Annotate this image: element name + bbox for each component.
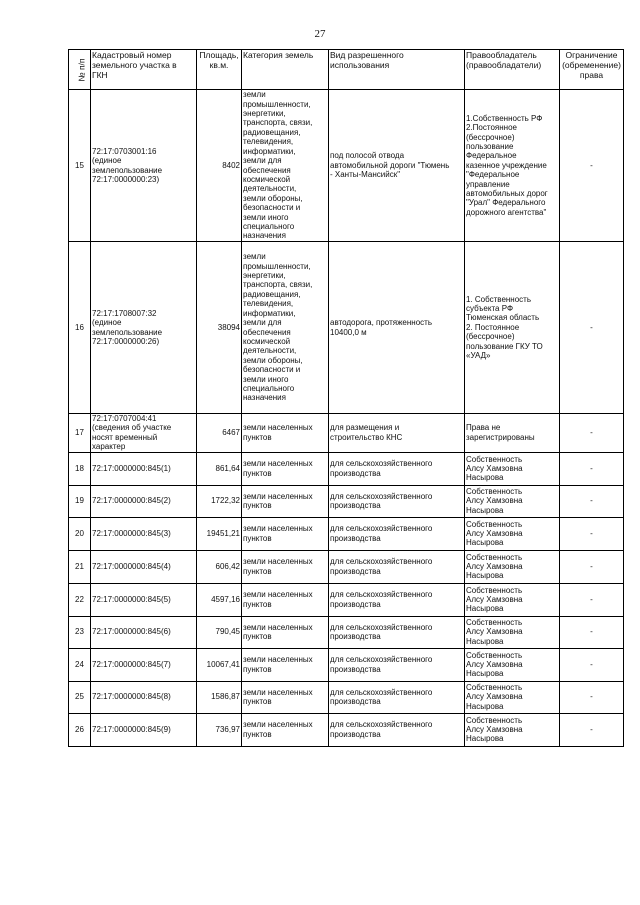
land-category-cell [242, 616, 329, 648]
area-cell: 736,97 [197, 713, 242, 746]
text-line: Собственность [466, 487, 523, 497]
text-line: субъекта РФ [466, 303, 514, 313]
text-line: энергетики, [243, 271, 286, 281]
text-line: земли обороны, [243, 193, 303, 203]
text-line: (сведения об участке [92, 423, 172, 433]
land-category-cell [242, 648, 329, 681]
text-line: 10400,0 м [330, 327, 367, 337]
restriction-cell: - [560, 452, 624, 485]
area-cell: 1586,87 [197, 681, 242, 713]
cadastral-number-cell [91, 648, 197, 681]
text-line: земли населенных [243, 557, 313, 567]
text-line: казенное учреждение [466, 160, 547, 170]
text-line: Собственность [466, 454, 523, 464]
text-line: Насырова [466, 571, 504, 581]
text-line: производства [330, 632, 381, 642]
permitted-use-cell [329, 90, 465, 242]
text-line: Собственность [466, 519, 523, 529]
area-cell: 790,45 [197, 616, 242, 648]
text-line: информатики, [243, 308, 296, 318]
permitted-use-cell [329, 485, 465, 517]
text-line: (правообладатели) [466, 60, 542, 70]
text-line: носят временный [92, 432, 158, 442]
text-line: промышленности, [243, 99, 311, 109]
cadastral-number-cell [91, 583, 197, 616]
right-holder-cell [465, 242, 560, 414]
permitted-use-cell [329, 713, 465, 746]
permitted-use-cell [329, 517, 465, 550]
text-line: для сельскохозяйственного [330, 655, 433, 665]
text-line: земельного участка в [92, 60, 177, 70]
cadastral-number-cell [91, 414, 197, 453]
area-cell: 861,64 [197, 452, 242, 485]
area-cell: 4597,16 [197, 583, 242, 616]
row-number: 19 [69, 485, 91, 517]
text-line: 72:17:0000000:23) [92, 174, 160, 184]
land-category-cell [242, 550, 329, 583]
text-line: 2.Постоянное [466, 123, 517, 133]
area-cell: 6467 [197, 414, 242, 453]
text-line: 72:17:0000000:845(6) [92, 627, 171, 637]
permitted-use-cell [329, 550, 465, 583]
table-row [69, 616, 624, 648]
permitted-use-cell [329, 583, 465, 616]
text-line: 72:17:0000000:26) [92, 336, 160, 346]
text-line: дорожного агентства" [466, 207, 547, 217]
land-category-cell [242, 485, 329, 517]
text-line: 72:17:0000000:845(4) [92, 561, 171, 571]
right-holder-cell [465, 583, 560, 616]
text-line: (единое [92, 156, 122, 166]
text-line: Алсу Хамзовна [466, 659, 523, 669]
text-line: Собственность [466, 585, 523, 595]
text-line: пунктов [243, 664, 272, 674]
row-number: 18 [69, 452, 91, 485]
text-line: права [579, 70, 604, 80]
table-row [69, 648, 624, 681]
text-line: пользование ГКУ ТО [466, 341, 543, 351]
row-number: 15 [69, 90, 91, 242]
text-line: земли [243, 252, 266, 262]
text-line: (обременение) [562, 60, 621, 70]
right-holder-cell [465, 90, 560, 242]
text-line: землепользование [92, 327, 163, 337]
text-line: Кадастровый номер [92, 50, 172, 60]
header-restriction [560, 50, 624, 90]
text-line: Алсу Хамзовна [466, 496, 523, 506]
text-line: 72:17:0000000:845(1) [92, 463, 171, 473]
text-line: Насырова [466, 669, 504, 679]
text-line: производства [330, 468, 381, 478]
text-line: (бессрочное) [466, 332, 515, 342]
cadastral-number-cell [91, 517, 197, 550]
text-line: радиовещания, [243, 127, 301, 137]
text-line: пунктов [243, 632, 272, 642]
text-line: производства [330, 566, 381, 576]
permitted-use-cell [329, 648, 465, 681]
row-number: 21 [69, 550, 91, 583]
text-line: телевидения, [243, 137, 294, 147]
text-line: 1.Собственность РФ [466, 113, 543, 123]
table-row [69, 452, 624, 485]
text-line: "Федеральное [466, 170, 520, 180]
restriction-cell: - [560, 414, 624, 453]
text-line: "Урал" Федерального [466, 198, 546, 208]
text-line: Собственность [466, 618, 523, 628]
cadastral-number-cell [91, 90, 197, 242]
right-holder-cell [465, 713, 560, 746]
text-line: кв.м. [209, 60, 229, 70]
restriction-cell: - [560, 242, 624, 414]
text-line: производства [330, 697, 381, 707]
text-line: Алсу Хамзовна [466, 528, 523, 538]
text-line: автодорога, протяженность [330, 318, 432, 328]
text-line: «УАД» [466, 351, 491, 361]
right-holder-cell [465, 648, 560, 681]
text-line: Вид разрешенного [330, 50, 404, 60]
text-line: 1. Собственность [466, 294, 532, 304]
text-line: управление [466, 179, 510, 189]
text-line: 72:17:0000000:845(2) [92, 496, 171, 506]
text-line: Площадь, [199, 50, 239, 60]
header-area [197, 50, 242, 90]
permitted-use-cell [329, 616, 465, 648]
text-line: Собственность [466, 552, 523, 562]
text-line: обеспечения [243, 327, 291, 337]
text-line: деятельности, [243, 184, 297, 194]
cadastral-number-cell [91, 242, 197, 414]
restriction-cell: - [560, 517, 624, 550]
cadastral-number-cell [91, 452, 197, 485]
text-line: Насырова [466, 636, 504, 646]
text-line: промышленности, [243, 261, 311, 271]
text-line: Алсу Хамзовна [466, 594, 523, 604]
text-line: Собственность [466, 715, 523, 725]
text-line: (бессрочное) [466, 132, 515, 142]
text-line: Алсу Хамзовна [466, 463, 523, 473]
text-line: (единое [92, 318, 122, 328]
text-line: Насырова [466, 505, 504, 515]
cadastral-number-cell [91, 485, 197, 517]
text-line: земли для [243, 156, 282, 166]
right-holder-cell [465, 517, 560, 550]
row-number: 26 [69, 713, 91, 746]
text-line: земли населенных [243, 590, 313, 600]
text-line: производства [330, 533, 381, 543]
restriction-cell: - [560, 583, 624, 616]
text-line: земли для [243, 318, 282, 328]
restriction-cell: - [560, 90, 624, 242]
text-line: для размещения и [330, 423, 400, 433]
text-line: автомобильных дорог [466, 189, 548, 199]
text-line: ГКН [92, 70, 108, 80]
text-line: 72:17:0000000:845(3) [92, 528, 171, 538]
text-line: Права не [466, 423, 501, 433]
text-line: земли обороны, [243, 355, 303, 365]
text-line: пунктов [243, 432, 272, 442]
text-line: пунктов [243, 697, 272, 707]
row-number: 16 [69, 242, 91, 414]
restriction-cell: - [560, 713, 624, 746]
text-line: Ограничение [565, 50, 618, 60]
right-holder-cell [465, 616, 560, 648]
text-line: для сельскохозяйственного [330, 557, 433, 567]
text-line: Алсу Хамзовна [466, 692, 523, 702]
header-land-category: Категория земель [242, 50, 329, 90]
text-line: земли населенных [243, 524, 313, 534]
right-holder-cell [465, 681, 560, 713]
text-line: специального [243, 383, 295, 393]
text-line: зарегистрированы [466, 432, 535, 442]
text-line: пунктов [243, 501, 272, 511]
text-line: Насырова [466, 734, 504, 744]
restriction-cell: - [560, 681, 624, 713]
text-line: Правообладатель [466, 50, 537, 60]
table-row [69, 681, 624, 713]
text-line: телевидения, [243, 299, 294, 309]
table-row [69, 583, 624, 616]
land-category-cell [242, 713, 329, 746]
right-holder-cell [465, 414, 560, 453]
text-line: транспорта, связи, [243, 280, 313, 290]
restriction-cell: - [560, 616, 624, 648]
text-line: деятельности, [243, 346, 297, 356]
text-line: обеспечения [243, 165, 291, 175]
row-number: 23 [69, 616, 91, 648]
text-line: радиовещания, [243, 289, 301, 299]
land-category-cell [242, 517, 329, 550]
header-number: № п/п [69, 50, 91, 90]
text-line: 72:17:0000000:845(7) [92, 659, 171, 669]
land-category-cell [242, 414, 329, 453]
row-number: 17 [69, 414, 91, 453]
text-line: 72:17:1708007:32 [92, 308, 157, 318]
area-cell: 606,42 [197, 550, 242, 583]
text-line: под полосой отвода [330, 151, 405, 161]
text-line: Насырова [466, 701, 504, 711]
text-line: земли населенных [243, 687, 313, 697]
permitted-use-cell [329, 681, 465, 713]
text-line: 72:17:0703001:16 [92, 146, 157, 156]
right-holder-cell [465, 485, 560, 517]
text-line: Тюменская область [466, 313, 540, 323]
text-line: для сельскохозяйственного [330, 524, 433, 534]
text-line: пунктов [243, 533, 272, 543]
text-line: производства [330, 501, 381, 511]
text-line: Насырова [466, 604, 504, 614]
cadastral-number-cell [91, 681, 197, 713]
text-line: 72:17:0000000:845(8) [92, 692, 171, 702]
row-number: 25 [69, 681, 91, 713]
text-line: транспорта, связи, [243, 118, 313, 128]
text-line: земли населенных [243, 491, 313, 501]
text-line: Насырова [466, 473, 504, 483]
text-line: для сельскохозяйственного [330, 720, 433, 730]
table-row [69, 90, 624, 242]
text-line: информатики, [243, 146, 296, 156]
restriction-cell: - [560, 485, 624, 517]
text-line: Алсу Хамзовна [466, 627, 523, 637]
area-cell: 1722,32 [197, 485, 242, 517]
row-number: 24 [69, 648, 91, 681]
right-holder-cell [465, 550, 560, 583]
text-line: пунктов [243, 729, 272, 739]
text-line: производства [330, 729, 381, 739]
text-line: для сельскохозяйственного [330, 622, 433, 632]
text-line: назначения [243, 231, 286, 241]
text-line: земли населенных [243, 459, 313, 469]
area-cell: 8402 [197, 90, 242, 242]
text-line: космической [243, 336, 291, 346]
text-line: Алсу Хамзовна [466, 561, 523, 571]
restriction-cell: - [560, 648, 624, 681]
restriction-cell: - [560, 550, 624, 583]
land-category-cell [242, 681, 329, 713]
text-line: специального [243, 221, 295, 231]
area-cell: 19451,21 [197, 517, 242, 550]
table-row [69, 242, 624, 414]
permitted-use-cell [329, 414, 465, 453]
text-line: Собственность [466, 650, 523, 660]
table-row [69, 550, 624, 583]
row-number: 22 [69, 583, 91, 616]
permitted-use-cell [329, 452, 465, 485]
text-line: земли иного [243, 374, 289, 384]
text-line: строительство КНС [330, 432, 403, 442]
text-line: Собственность [466, 683, 523, 693]
right-holder-cell [465, 452, 560, 485]
area-cell: 38094 [197, 242, 242, 414]
text-line: 72:17:0707004:41 [92, 414, 157, 423]
text-line: земли населенных [243, 720, 313, 730]
text-line: земли населенных [243, 423, 313, 433]
text-line: Федеральное [466, 151, 517, 161]
row-number: 20 [69, 517, 91, 550]
text-line: земли населенных [243, 655, 313, 665]
land-plots-table [68, 49, 624, 747]
text-line: Алсу Хамзовна [466, 724, 523, 734]
land-category-cell [242, 583, 329, 616]
text-line: пунктов [243, 468, 272, 478]
text-line: 2. Постоянное [466, 322, 520, 332]
cadastral-number-cell [91, 616, 197, 648]
table-row [69, 517, 624, 550]
text-line: космической [243, 174, 291, 184]
text-line: земли [243, 90, 266, 100]
text-line: характер [92, 442, 126, 452]
text-line: для сельскохозяйственного [330, 590, 433, 600]
text-line: безопасности и [243, 203, 301, 213]
page-number: 27 [314, 28, 326, 40]
text-line: безопасности и [243, 365, 301, 375]
text-line: землепользование [92, 165, 163, 175]
text-line: земли населенных [243, 622, 313, 632]
land-category-cell [242, 242, 329, 414]
header-permitted-use [329, 50, 465, 90]
land-category-cell [242, 452, 329, 485]
text-line: 72:17:0000000:845(9) [92, 724, 171, 734]
text-line: производства [330, 599, 381, 609]
header-cadastral-number [91, 50, 197, 90]
text-line: для сельскохозяйственного [330, 687, 433, 697]
header-right-holder [465, 50, 560, 90]
text-line: назначения [243, 393, 286, 403]
text-line: пунктов [243, 566, 272, 576]
land-category-cell [242, 90, 329, 242]
text-line: автомобильной дороги "Тюмень [330, 160, 450, 170]
text-line: пользование [466, 141, 514, 151]
text-line: Насырова [466, 538, 504, 548]
table-row [69, 713, 624, 746]
text-line: использования [330, 60, 390, 70]
text-line: земли иного [243, 212, 289, 222]
table-header-row [69, 50, 624, 90]
permitted-use-cell [329, 242, 465, 414]
cadastral-number-cell [91, 713, 197, 746]
text-line: 72:17:0000000:845(5) [92, 594, 171, 604]
table-row [69, 485, 624, 517]
table-row [69, 414, 624, 453]
area-cell: 10067,41 [197, 648, 242, 681]
text-line: - Ханты-Мансийск" [330, 170, 401, 180]
text-line: энергетики, [243, 109, 286, 119]
cadastral-number-cell [91, 550, 197, 583]
text-line: для сельскохозяйственного [330, 491, 433, 501]
text-line: для сельскохозяйственного [330, 459, 433, 469]
text-line: пунктов [243, 599, 272, 609]
text-line: производства [330, 664, 381, 674]
